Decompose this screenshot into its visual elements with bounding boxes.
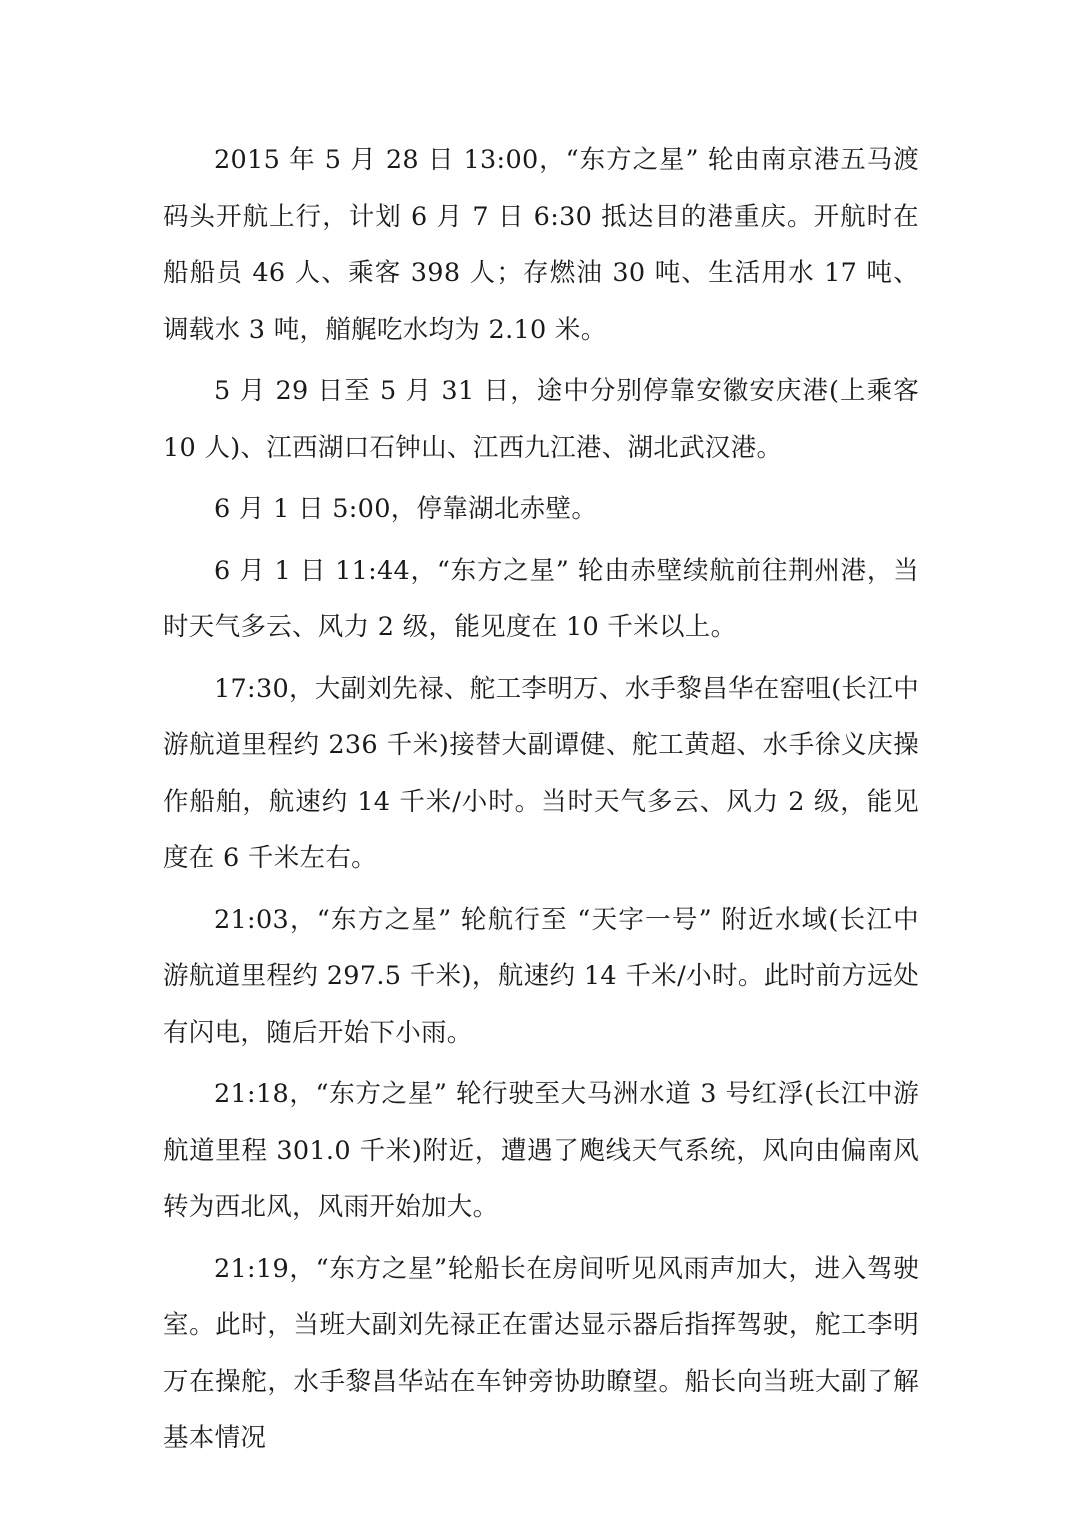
paragraph-2119: 21:19，“东方之星”轮船长在房间听见风雨声加大，进入驾驶室。此时，当班大副刘先禄正在雷达显示器后指挥驾驶，舵工李明万在操舵，水手黎昌华站在车钟旁协助瞭望。船长向当班大副了解基本情况	[163, 1253, 919, 1453]
document-body	[163, 132, 919, 1472]
paragraph-shift-change: 17:30，大副刘先禄、舵工李明万、水手黎昌华在窑咀(长江中游航道里程约 236 千米)接替大副谭健、舵工黄超、水手徐义庆操作船舶，航速约 14 千米/小时。当时天气多云、风力 2 级，能见度在 6 千米左右。	[163, 673, 919, 873]
paragraph-chibi-stop: 6 月 1 日 5:00，停靠湖北赤壁。	[214, 494, 598, 524]
paragraph-2118: 21:18，“东方之星” 轮行驶至大马洲水道 3 号红浮(长江中游航道里程 301.0 千米)附近，遭遇了飑线天气系统，风向由偏南风转为西北风，风雨开始加大。	[163, 1079, 919, 1222]
paragraph-2103: 21:03，“东方之星” 轮航行至 “天字一号” 附近水域(长江中游航道里程约 297.5 千米)，航速约 14 千米/小时。此时前方远处有闪电，随后开始下小雨。	[163, 904, 919, 1048]
paragraph-departure: 2015 年 5 月 28 日 13:00，“东方之星” 轮由南京港五马渡码头开航上行，计划 6 月 7 日 6:30 抵达目的港重庆。开航时在船船员 46 人、乘客 398 人；存燃油 30 吨、生活用水 17 吨、调载水 3 吨，艏艉吃水均为 2.10 米。	[163, 145, 919, 345]
paragraph-chibi-departure: 6 月 1 日 11:44，“东方之星” 轮由赤壁续航前往荆州港，当时天气多云、风力 2 级，能见度在 10 千米以上。	[163, 555, 919, 642]
paragraph-stops: 5 月 29 日至 5 月 31 日，途中分别停靠安徽安庆港(上乘客 10 人)、江西湖口石钟山、江西九江港、湖北武汉港。	[163, 376, 919, 463]
